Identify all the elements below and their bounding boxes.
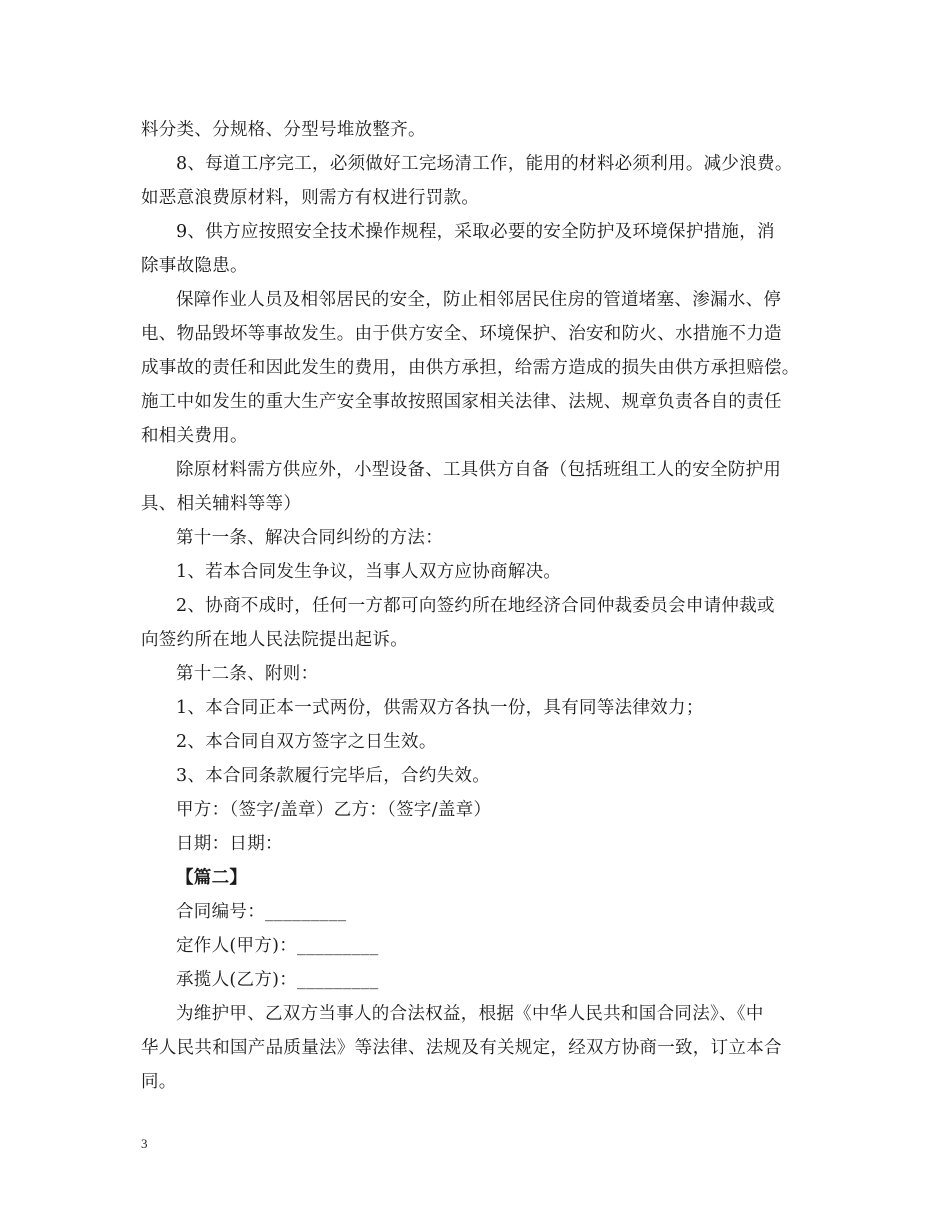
party-b-field: 承揽人(乙方)：_________ xyxy=(176,970,379,990)
paragraph-line: 同。 xyxy=(141,1072,177,1092)
paragraph-line: 1、若本合同发生争议，当事人双方应协商解决。 xyxy=(176,562,562,582)
document-body xyxy=(141,113,813,1099)
party-a-field: 定作人(甲方)：_________ xyxy=(176,936,379,956)
paragraph-line: 1、本合同正本一式两份，供需双方各执一份，具有同等法律效力； xyxy=(176,698,704,718)
paragraph-line: 如恶意浪费原材料，则需方有权进行罚款。 xyxy=(141,188,480,208)
signature-line: 甲方：（签字/盖章）乙方：（签字/盖章） xyxy=(176,800,492,820)
paragraph-line: 电、物品毁坏等事故发生。由于供方安全、环境保护、治安和防火、水措施不力造 xyxy=(141,324,782,344)
paragraph-line: 8、每道工序完工，必须做好工完场清工作，能用的材料必须利用。减少浪费。 xyxy=(176,154,793,174)
contract-number-field: 合同编号：_________ xyxy=(176,902,347,922)
paragraph-line: 华人民共和国产品质量法》等法律、法规及有关规定，经双方协商一致，订立本合 xyxy=(141,1038,782,1058)
paragraph-line: 除原材料需方供应外，小型设备、工具供方自备（包括班组工人的安全防护用 xyxy=(176,460,782,480)
paragraph-line: 2、协商不成时，任何一方都可向签约所在地经济合同仲裁委员会申请仲裁或 xyxy=(176,596,775,616)
paragraph-line: 9、供方应按照安全技术操作规程，采取必要的安全防护及环境保护措施，消 xyxy=(176,222,775,242)
paragraph-line: 成事故的责任和因此发生的费用，由供方承担，给需方造成的损失由供方承担赔偿。 xyxy=(141,358,800,378)
paragraph-line: 具、相关辅料等等） xyxy=(141,494,302,514)
paragraph-line: 和相关费用。 xyxy=(141,426,248,446)
article-heading: 第十二条、附则： xyxy=(176,664,319,684)
paragraph-line: 除事故隐患。 xyxy=(141,256,248,276)
page-number: 3 xyxy=(141,1136,148,1151)
paragraph-line: 为维护甲、乙双方当事人的合法权益，根据《中华人民共和国合同法》、《中 xyxy=(176,1004,764,1024)
paragraph-line: 保障作业人员及相邻居民的安全，防止相邻居民住房的管道堵塞、渗漏水、停 xyxy=(176,290,782,310)
section-heading: 【篇二】 xyxy=(176,868,248,888)
paragraph-line: 施工中如发生的重大生产安全事故按照国家相关法律、法规、规章负责各自的责任 xyxy=(141,392,782,412)
paragraph-line: 2、本合同自双方签字之日生效。 xyxy=(176,732,437,752)
paragraph-line: 料分类、分规格、分型号堆放整齐。 xyxy=(141,120,426,140)
paragraph-line: 3、本合同条款履行完毕后，合约失效。 xyxy=(176,766,491,786)
paragraph-line: 向签约所在地人民法院提出起诉。 xyxy=(141,630,408,650)
date-line: 日期：日期： xyxy=(176,834,283,854)
article-heading: 第十一条、解决合同纠纷的方法： xyxy=(176,528,443,548)
